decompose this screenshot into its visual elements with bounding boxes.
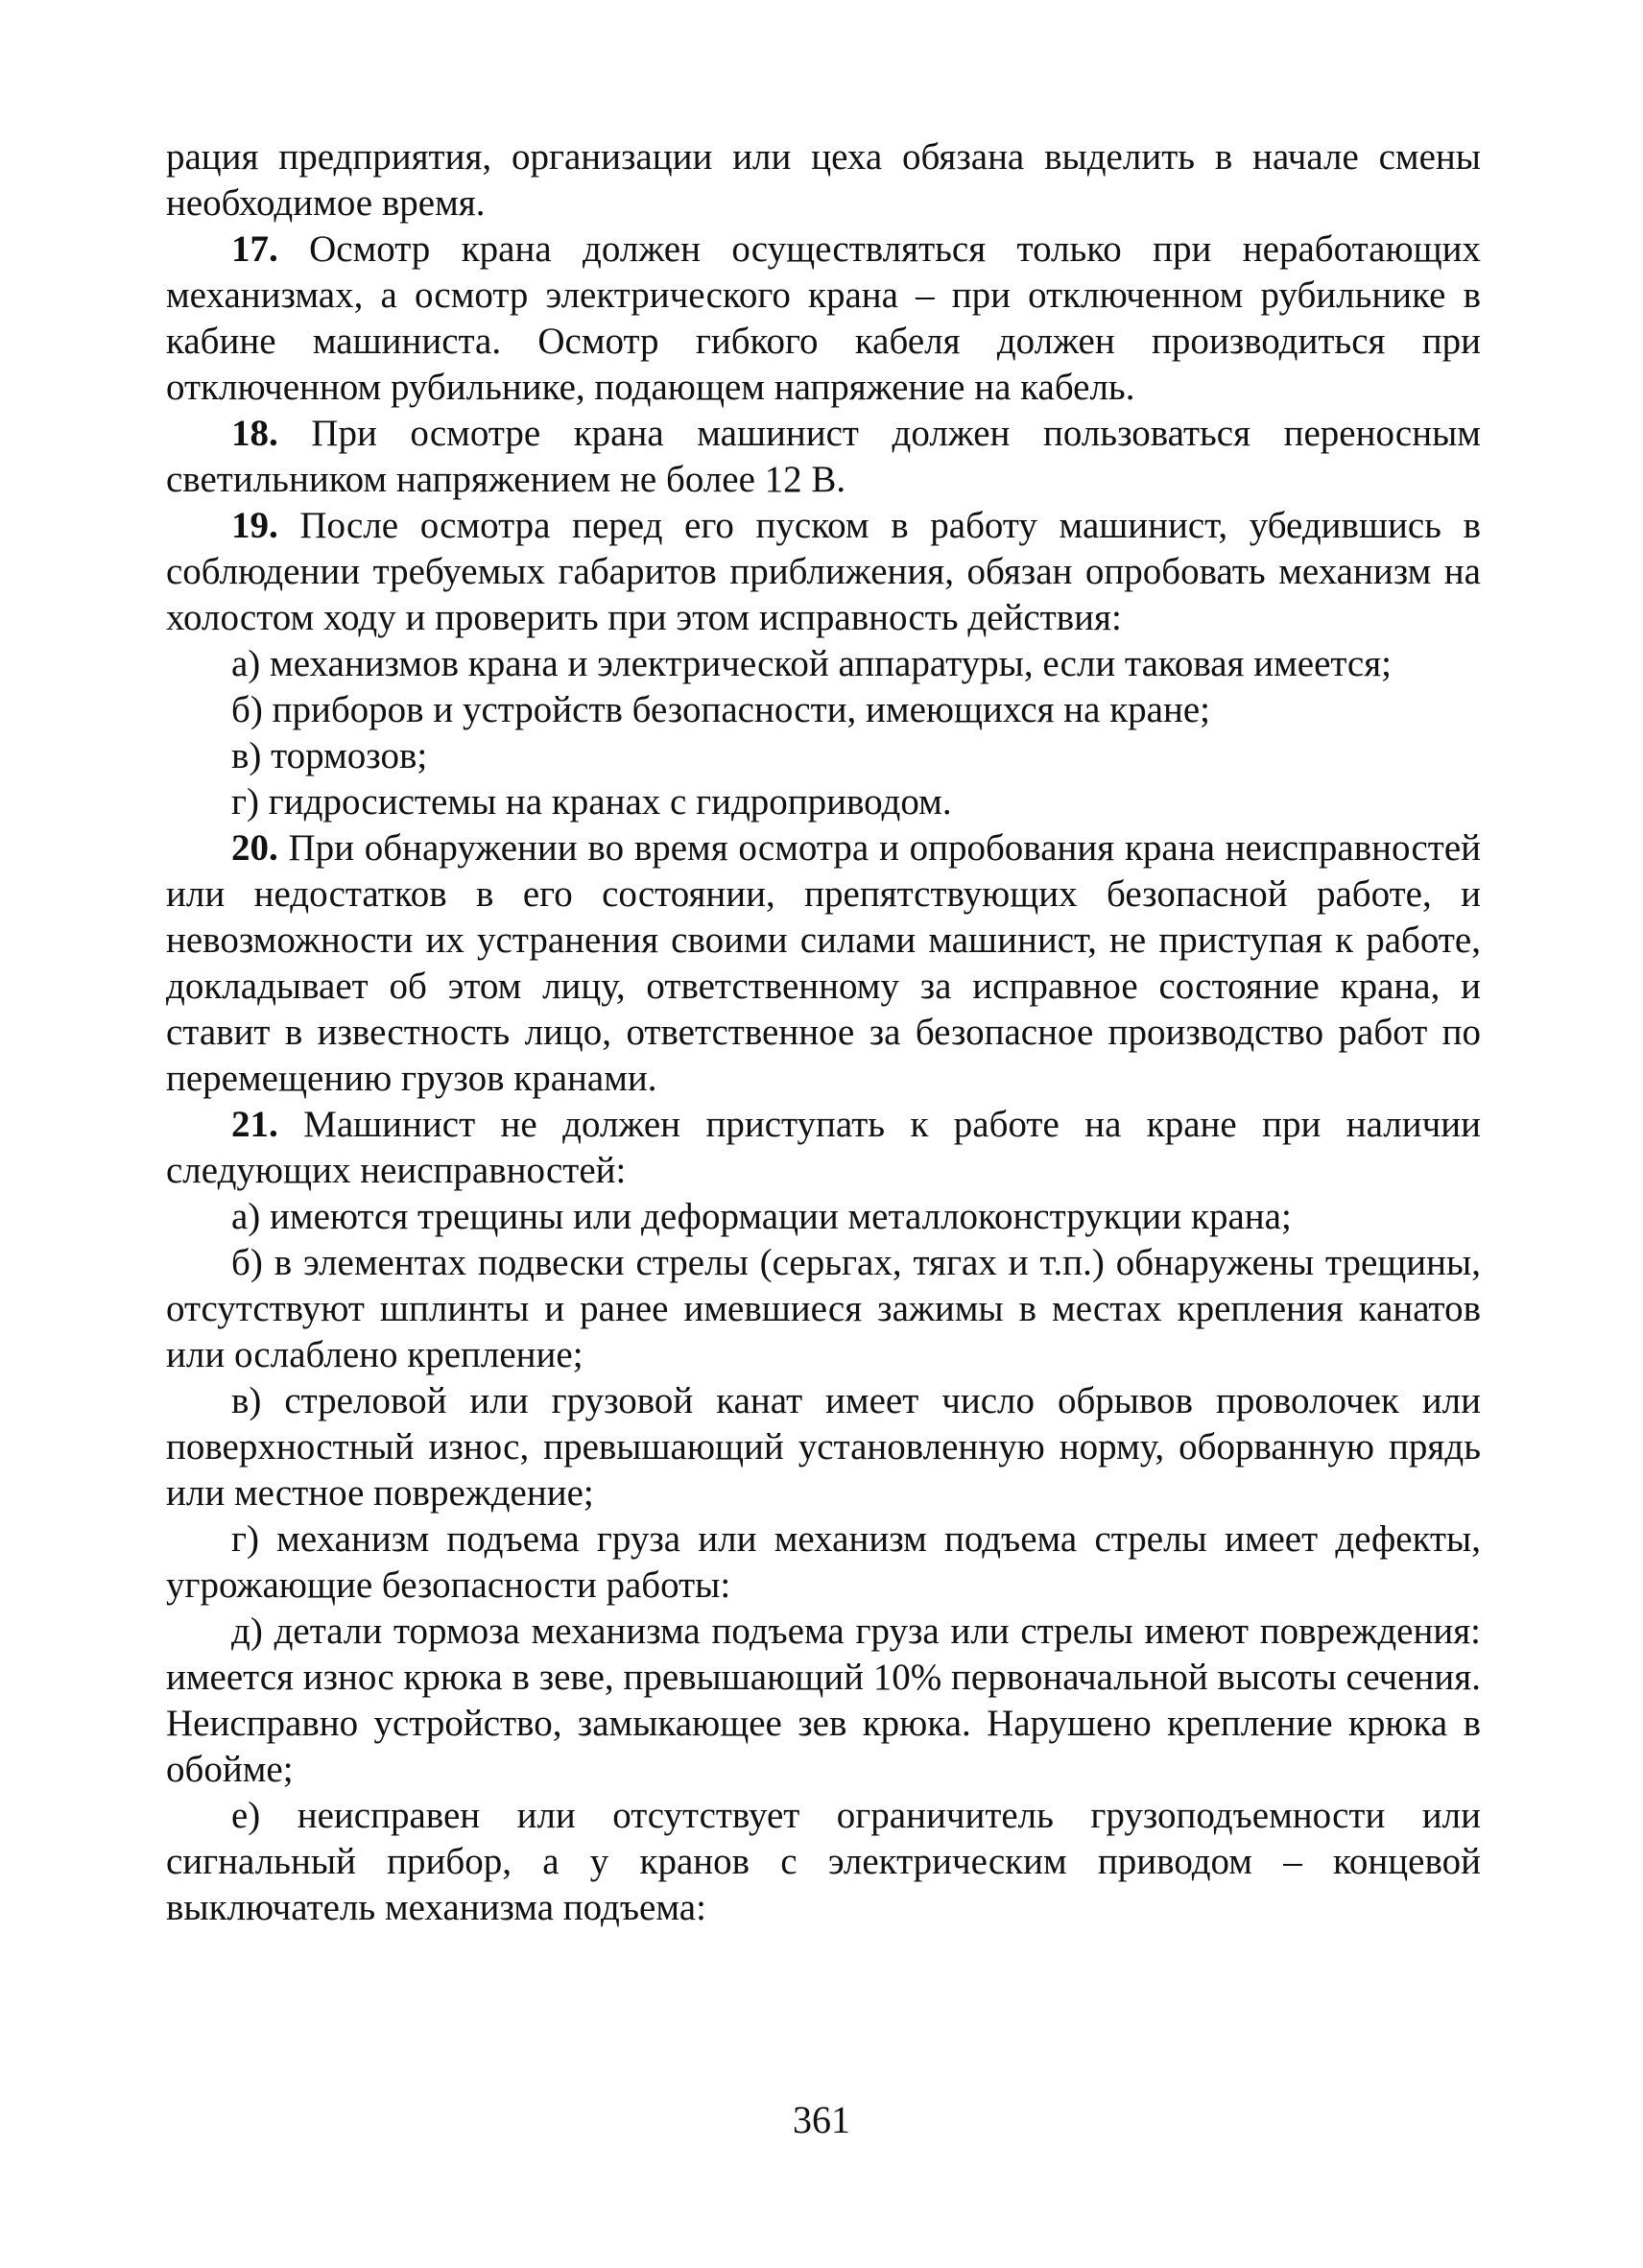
- subitem-text: в) стреловой или грузовой канат имеет число обрывов проволочек или поверхностный износ, превышающий установленную норму, оборванную прядь или местное повреждение;: [166, 1380, 1481, 1514]
- subitem-21c: [166, 1378, 1481, 1516]
- paragraph-19: [166, 503, 1481, 641]
- subitem-21e: [166, 1609, 1481, 1793]
- subitem-text: е) неисправен или отсутствует ограничитель грузоподъемности или сигнальный прибор, а у кранов с электрическим приводом – концевой выключатель механизма подъема:: [166, 1795, 1481, 1928]
- paragraph-17: [166, 227, 1481, 411]
- subitem-text: а) механизмов крана и электрической аппаратуры, если таковая имеется;: [231, 643, 1393, 684]
- item-number: 17.: [231, 228, 278, 270]
- item-number: 20.: [231, 827, 278, 869]
- subitem-21f: [166, 1793, 1481, 1931]
- paragraph-text: рация предприятия, организации или цеха обязана выделить в начале смены необходимое время.: [166, 136, 1481, 224]
- page-body: [166, 134, 1481, 1931]
- subitem-text: б) в элементах подвески стрелы (серьгах, тягах и т.п.) обнаружены трещины, отсутствуют шплинты и ранее имевшиеся зажимы в местах крепления канатов или ослаблено крепление;: [166, 1242, 1481, 1375]
- subitem-19a: [166, 641, 1481, 687]
- paragraph-continuation: [166, 134, 1481, 227]
- subitem-21d: [166, 1516, 1481, 1609]
- item-number: 19.: [231, 505, 278, 546]
- subitem-19d: [166, 779, 1481, 825]
- subitem-text: г) механизм подъема груза или механизм подъема стрелы имеет дефекты, угрожающие безопасности работы:: [166, 1518, 1481, 1606]
- paragraph-21: [166, 1102, 1481, 1194]
- paragraph-18: [166, 411, 1481, 503]
- paragraph-text: После осмотра перед его пуском в работу машинист, убедившись в соблюдении требуемых габаритов приближения, обязан опробовать механизм на холостом ходу и проверить при этом исправность действия:: [166, 505, 1481, 638]
- subitem-21b: [166, 1240, 1481, 1378]
- subitem-19c: [166, 733, 1481, 779]
- paragraph-20: [166, 825, 1481, 1102]
- subitem-text: в) тормозов;: [231, 735, 428, 776]
- subitem-text: г) гидросистемы на кранах с гидроприводом.: [231, 781, 952, 823]
- item-number: 21.: [231, 1104, 278, 1145]
- subitem-text: б) приборов и устройств безопасности, имеющихся на кране;: [231, 689, 1210, 730]
- subitem-21a: [166, 1194, 1481, 1240]
- item-number: 18.: [231, 413, 278, 454]
- subitem-19b: [166, 687, 1481, 733]
- paragraph-text: При осмотре крана машинист должен пользоваться переносным светильником напряжением не более 12 В.: [166, 413, 1481, 500]
- subitem-text: а) имеются трещины или деформации металлоконструкции крана;: [231, 1196, 1292, 1237]
- paragraph-text: Машинист не должен приступать к работе на кране при наличии следующих неисправностей:: [166, 1104, 1481, 1191]
- paragraph-text: Осмотр крана должен осуществляться только при неработающих механизмах, а осмотр электрического крана – при отключенном рубильнике в кабине машиниста. Осмотр гибкого кабеля должен производиться при отключенном рубильнике, подающем напряжение на кабель.: [166, 228, 1481, 408]
- page-number: 361: [793, 2098, 850, 2141]
- subitem-text: д) детали тормоза механизма подъема груза или стрелы имеют повреждения: имеется износ крюка в зеве, превышающий 10% первоначальной высоты сечения. Неисправно устройство, замыкающее зев крюка. Нарушено крепление крюка в обойме;: [166, 1611, 1481, 1790]
- paragraph-text: При обнаружении во время осмотра и опробования крана неисправностей или недостатков в его состоянии, препятствующих безопасной работе, и невозможности их устранения своими силами машинист, не приступая к работе, докладывает об этом лицу, ответственному за исправное состояние крана, и ставит в известность лицо, ответственное за безопасное производство работ по перемещению грузов кранами.: [166, 827, 1481, 1099]
